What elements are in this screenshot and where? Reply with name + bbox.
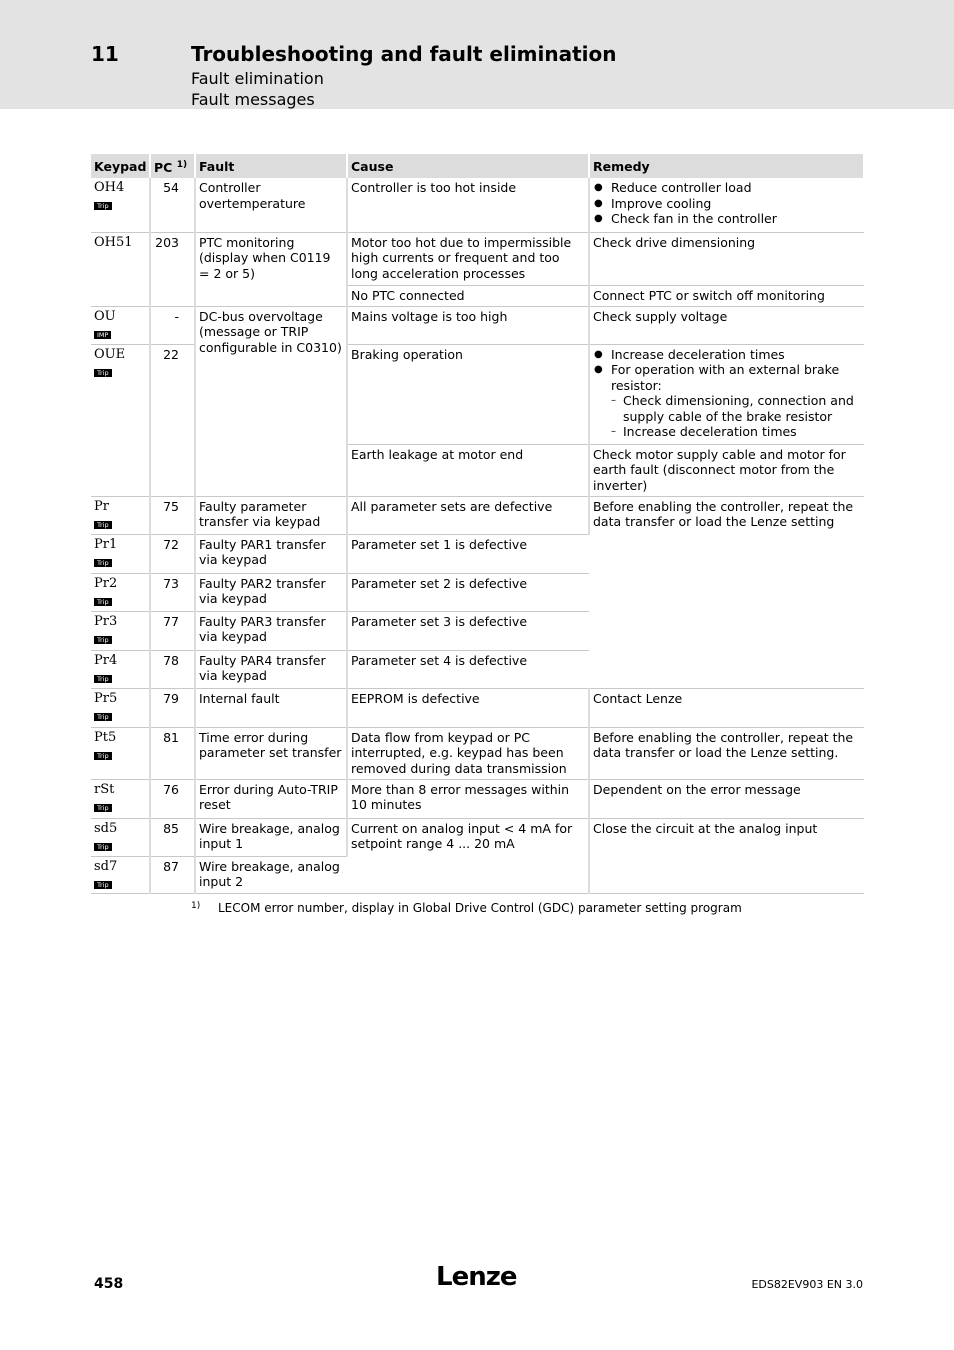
pc-cell: 75: [150, 496, 195, 534]
remedy-cell: Check drive dimensioning: [589, 232, 864, 285]
remedy-cell: [589, 178, 864, 232]
remedy-cell: Contact Lenze: [589, 688, 864, 727]
remedy-list: [593, 347, 861, 440]
list-item: [593, 362, 861, 440]
keypad-code: OH51: [94, 234, 133, 250]
cause-cell: Parameter set 4 is defective: [347, 650, 589, 688]
pc-cell: 22: [150, 344, 195, 496]
fault-cell: Faulty PAR2 transfer via keypad: [195, 573, 347, 611]
keypad-code: Pr: [94, 498, 109, 514]
table-row: [91, 688, 864, 727]
section-subtitle: Fault elimination: [191, 69, 324, 88]
cause-cell: Current on analog input < 4 mA for setpoint range 4 ... 20 mA: [347, 818, 589, 893]
trip-badge: Trip: [94, 636, 112, 644]
keypad-cell: [91, 818, 150, 856]
pc-cell: 78: [150, 650, 195, 688]
keypad-code: Pr2: [94, 575, 118, 591]
trip-badge: Trip: [94, 559, 112, 567]
keypad-cell: [91, 306, 150, 344]
footnote-mark: 1): [191, 901, 201, 911]
keypad-cell: [91, 344, 150, 496]
table-row: [91, 232, 864, 285]
pc-cell: 203: [150, 232, 195, 306]
remedy-cell: Before enabling the controller, repeat the data transfer or load the Lenze setting.: [589, 727, 864, 779]
keypad-cell: [91, 232, 150, 306]
list-item: ● Reduce controller load: [593, 180, 861, 196]
footnote-text: LECOM error number, display in Global Drive Control (GDC) parameter setting program: [218, 901, 742, 915]
trip-badge: Trip: [94, 598, 112, 606]
cause-cell: No PTC connected: [347, 285, 589, 306]
remedy-cell: [589, 344, 864, 444]
keypad-code: OH4: [94, 180, 125, 195]
trip-badge: Trip: [94, 881, 112, 889]
fault-cell: DC-bus overvoltage (message or TRIP configurable in C0310): [195, 306, 347, 496]
pc-cell: 73: [150, 573, 195, 611]
table-row: [91, 496, 864, 534]
pc-cell: 79: [150, 688, 195, 727]
keypad-cell: [91, 178, 150, 232]
fault-cell: Time error during parameter set transfer: [195, 727, 347, 779]
fault-cell: Wire breakage, analog input 2: [195, 856, 347, 893]
table-row: [91, 727, 864, 779]
table-row: [91, 306, 864, 344]
pc-cell: 54: [150, 178, 195, 232]
column-header-pc: [150, 154, 195, 178]
trip-badge: Trip: [94, 843, 112, 851]
pc-cell: 76: [150, 779, 195, 818]
cause-cell: Parameter set 1 is defective: [347, 534, 589, 573]
list-item-text: For operation with an external brake resistor:: [611, 362, 840, 393]
fault-cell: Controller overtemperature: [195, 178, 347, 232]
keypad-code: OUE: [94, 346, 126, 362]
column-header-fault: Fault: [195, 154, 347, 178]
pc-cell: -: [150, 306, 195, 344]
fault-cell: Error during Auto-TRIP reset: [195, 779, 347, 818]
lenze-logo: Lenze: [436, 1262, 517, 1292]
chapter-number: 11: [91, 42, 119, 66]
trip-badge: Trip: [94, 521, 112, 529]
remedy-cell: Check motor supply cable and motor for earth fault (disconnect motor from the inverter): [589, 444, 864, 496]
remedy-sublist: [611, 393, 861, 440]
list-item: ● Increase deceleration times: [593, 347, 861, 363]
keypad-cell: [91, 779, 150, 818]
keypad-cell: [91, 496, 150, 534]
cause-cell: Parameter set 2 is defective: [347, 573, 589, 611]
keypad-code: rSt: [94, 781, 115, 797]
keypad-code: Pr5: [94, 690, 118, 706]
trip-badge: Trip: [94, 804, 112, 812]
keypad-code: sd5: [94, 820, 118, 836]
sublist-item: – Check dimensioning, connection and supply cable of the brake resistor: [611, 393, 861, 424]
trip-badge: Trip: [94, 713, 112, 721]
keypad-code: Pt5: [94, 729, 117, 745]
keypad-code: OU: [94, 308, 116, 324]
table-row: [91, 178, 864, 232]
table-header-row: [91, 154, 864, 178]
keypad-code: Pr1: [94, 536, 118, 552]
pc-cell: 72: [150, 534, 195, 573]
fault-cell: Faulty PAR4 transfer via keypad: [195, 650, 347, 688]
cause-cell: Braking operation: [347, 344, 589, 444]
cause-cell: Data flow from keypad or PC interrupted, e.g. keypad has been removed during data transmission: [347, 727, 589, 779]
trip-badge: Trip: [94, 369, 112, 377]
column-header-remedy: Remedy: [589, 154, 864, 178]
column-header-cause: Cause: [347, 154, 589, 178]
keypad-cell: [91, 650, 150, 688]
remedy-cell: Connect PTC or switch off monitoring: [589, 285, 864, 306]
trip-badge: Trip: [94, 202, 112, 210]
list-item: ● Check fan in the controller: [593, 211, 861, 227]
keypad-cell: [91, 611, 150, 650]
table-row: [91, 818, 864, 856]
pc-cell: 87: [150, 856, 195, 893]
cause-cell: Controller is too hot inside: [347, 178, 589, 232]
footnote-ref: 1): [176, 160, 188, 171]
cause-cell: EEPROM is defective: [347, 688, 589, 727]
fault-messages-table: [91, 154, 865, 894]
fault-cell: Internal fault: [195, 688, 347, 727]
trip-badge: Trip: [94, 675, 112, 683]
page-number: 458: [94, 1276, 124, 1292]
remedy-cell: Before enabling the controller, repeat the data transfer or load the Lenze setting: [589, 496, 864, 688]
cause-cell: Motor too hot due to impermissible high currents or frequent and too long acceleration processes: [347, 232, 589, 285]
cause-cell: Parameter set 3 is defective: [347, 611, 589, 650]
keypad-code: Pr4: [94, 652, 118, 668]
keypad-cell: [91, 573, 150, 611]
document-id: EDS82EV903 EN 3.0: [751, 1278, 863, 1291]
keypad-code: sd7: [94, 858, 118, 874]
keypad-cell: [91, 727, 150, 779]
remedy-list: [593, 180, 861, 227]
pc-cell: 85: [150, 818, 195, 856]
keypad-cell: [91, 534, 150, 573]
keypad-code: Pr3: [94, 613, 118, 629]
fault-cell: Wire breakage, analog input 1: [195, 818, 347, 856]
cause-cell: All parameter sets are defective: [347, 496, 589, 534]
remedy-cell: Dependent on the error message: [589, 779, 864, 818]
table-row: [91, 779, 864, 818]
remedy-cell: Close the circuit at the analog input: [589, 818, 864, 893]
fault-cell: Faulty PAR1 transfer via keypad: [195, 534, 347, 573]
pc-cell: 81: [150, 727, 195, 779]
keypad-cell: [91, 856, 150, 893]
column-header-pc-label: PC: [154, 160, 173, 176]
cause-cell: More than 8 error messages within 10 minutes: [347, 779, 589, 818]
sublist-item: – Increase deceleration times: [611, 424, 861, 440]
fault-cell: PTC monitoring (display when C0119 = 2 or 5): [195, 232, 347, 306]
cause-cell: Earth leakage at motor end: [347, 444, 589, 496]
keypad-cell: [91, 688, 150, 727]
pc-cell: 77: [150, 611, 195, 650]
fault-cell: Faulty PAR3 transfer via keypad: [195, 611, 347, 650]
trip-badge: Trip: [94, 752, 112, 760]
cause-cell: Mains voltage is too high: [347, 306, 589, 344]
imp-badge: IMP: [94, 331, 111, 339]
list-item: ● Improve cooling: [593, 196, 861, 212]
subsection-subtitle: Fault messages: [191, 90, 315, 109]
remedy-cell: Check supply voltage: [589, 306, 864, 344]
chapter-title: Troubleshooting and fault elimination: [191, 42, 617, 66]
column-header-keypad: Keypad: [91, 154, 150, 178]
fault-cell: Faulty parameter transfer via keypad: [195, 496, 347, 534]
